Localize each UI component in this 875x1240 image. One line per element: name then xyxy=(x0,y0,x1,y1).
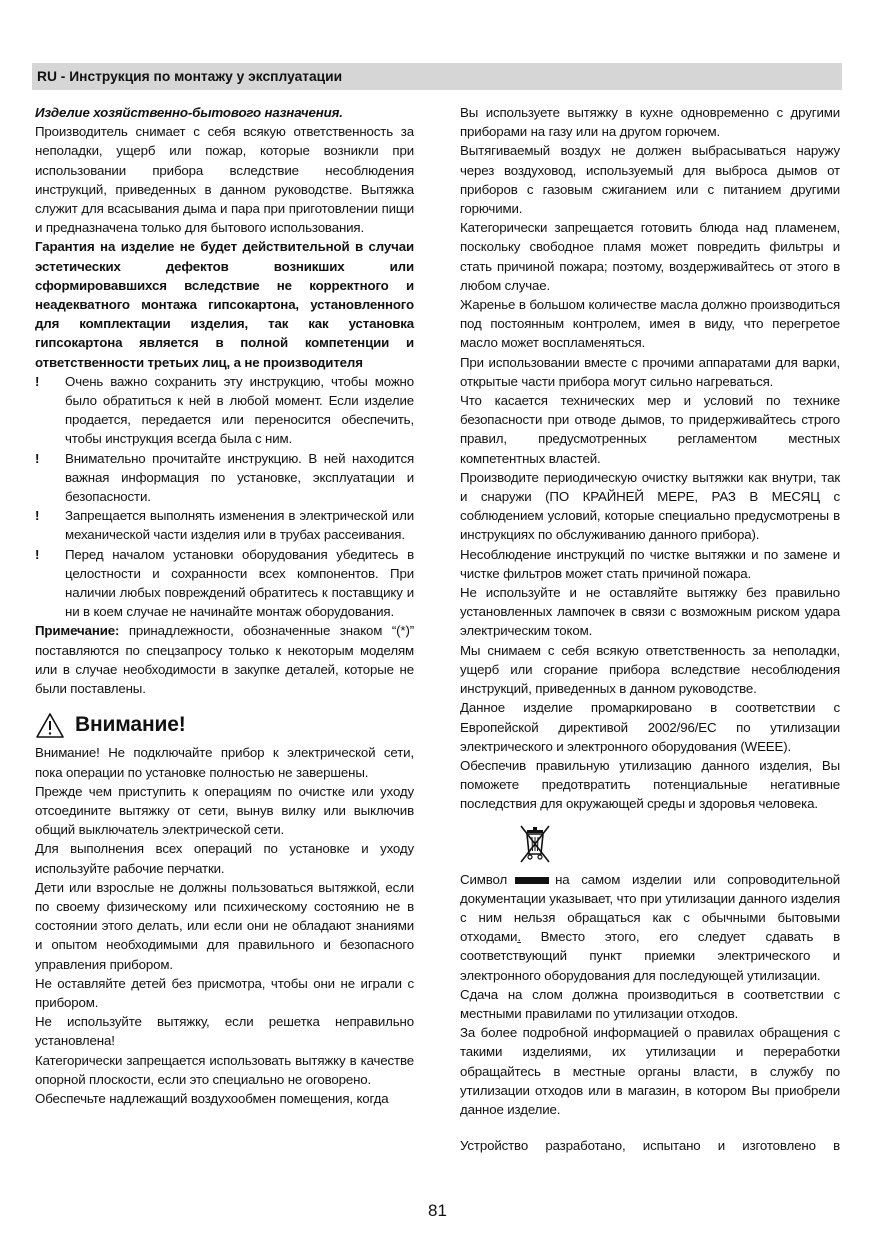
list-item-text: Очень важно сохранить эту инструкцию, чтобы можно было обратиться к ней в любой момент. Если изделие продается, передается или переносится обеспечить, чтобы инструкция всегда была с ним. xyxy=(65,373,414,447)
symbol-dot: . xyxy=(517,929,521,945)
right-paragraph: При использовании вместе с прочими аппаратами для варки, открытые части прибора могут сильно нагреваться. xyxy=(460,354,840,389)
crossed-bin-icon xyxy=(515,822,555,866)
section-title: RU - Инструкция по монтажу у эксплуатации xyxy=(37,69,343,84)
right-paragraph: Данное изделие промаркировано в соответствии с Европейской директивой 2002/96/EC по утилизации электрического и электронного оборудования (WEEE). xyxy=(460,700,840,754)
list-item-text: Запрещается выполнять изменения в электрической или механической части изделия или в трубах рассеивания. xyxy=(65,508,414,543)
list-item-text: Перед началом установки оборудования убедитесь в целостности и сохранности всех компонентов. При наличии любых повреждений обратитесь к поставщику и ни в коем случае не начинайте монтаж оборудования. xyxy=(65,546,414,620)
symbol-text: на самом изделии или сопроводительной документации указывает, что при утилизации данного изделия с ним нельзя обращаться как с обычными бытовыми отходами xyxy=(460,871,840,945)
page-number: 81 xyxy=(428,1201,447,1220)
list-item xyxy=(35,372,414,449)
spacer xyxy=(460,1119,840,1136)
warning-heading xyxy=(35,710,414,740)
symbol-paragraph xyxy=(460,870,840,985)
warning-paragraph: Прежде чем приступить к операциям по очистке или уходу отсоедините вытяжку от сети, вынув вилку или выключив общий выключатель электрической сети. xyxy=(35,783,414,838)
symbol-word: Символ xyxy=(460,871,508,887)
exclamation-mark: ! xyxy=(35,546,40,562)
final-line: Устройство разработано, испытано и изготовлено в xyxy=(460,1138,840,1154)
warranty-text: Гарантия на изделие не будет действительной в случаи эстетических дефектов возникших или сформировавшихся вследствие не корректного и неадекватного монтажа гипсокартона, установленного для комплектации изделия, так как установка гипсокартона является в полной компетенции и ответственности третьих лиц, а не производителя xyxy=(35,239,414,370)
left-column xyxy=(35,103,414,1108)
right-paragraph: Обеспечив правильную утилизацию данного изделия, Вы поможете предотвратить потенциальные негативные последствия для окружающей среды и здоровья человека. xyxy=(460,757,840,812)
warning-paragraph: Внимание! Не подключайте прибор к электрической сети, пока операции по установке полностью не завершены. xyxy=(35,745,414,780)
warning-paragraph: Обеспечьте надлежащий воздухообмен помещения, когда xyxy=(35,1090,389,1106)
list-item xyxy=(35,506,414,544)
important-list xyxy=(35,372,414,622)
list-item xyxy=(35,545,414,622)
right-paragraph: Несоблюдение инструкций по чистке вытяжки и по замене и чистке фильтров может стать причиной пожара. xyxy=(460,546,840,581)
warning-paragraph: Для выполнения всех операций по установке и уходу используйте рабочие перчатки. xyxy=(35,841,414,876)
intro-title: Изделие хозяйственно-бытового назначения. xyxy=(35,105,343,120)
warning-triangle-icon xyxy=(35,712,65,739)
exclamation-mark: ! xyxy=(35,373,40,389)
exclamation-mark: ! xyxy=(35,450,40,466)
warning-paragraph: Дети или взрослые не должны пользоваться вытяжкой, если по своему физическому или психическому состоянию не в состоянии этого делать, или если они не обладают знаниями и опытом необходимыми для правильного и безопасного управления прибором. xyxy=(35,879,414,972)
black-bar-symbol-icon xyxy=(515,877,549,884)
right-paragraph: Мы снимаем с себя всякую ответственность за неполадки, ущерб или сгорание прибора вследствие несоблюдения инструкций, приведенных в данном руководстве. xyxy=(460,642,840,697)
right-column xyxy=(460,103,840,1155)
note-label: Примечание: xyxy=(35,623,120,639)
right-paragraph: Жаренье в большом количестве масла должно производиться под постоянным контролем, имея в виду, что перегретое масло может воспламеняться. xyxy=(460,297,840,351)
right-paragraph: Производите периодическую очистку вытяжки как внутри, так и снаружи (ПО КРАЙНЕЙ МЕРЕ, РАЗ В МЕСЯЦ с соблюдением условий, которые специально предусмотрены в инструкциях по обслуживанию данного прибора). xyxy=(460,469,840,543)
right-paragraph: Вы используете вытяжку в кухне одновременно с другими приборами на газу или на другом горючем. xyxy=(460,105,840,140)
right-paragraph: Что касается технических мер и условий по технике безопасности при отводе дымов, то придерживайтесь строго правил, предусмотренных регламентом местных компетентных властей. xyxy=(460,393,840,466)
weee-symbol-row xyxy=(460,822,840,870)
warning-paragraph: Не оставляйте детей без присмотра, чтобы они не играли с прибором. xyxy=(35,975,414,1010)
section-header xyxy=(32,63,842,90)
exclamation-mark: ! xyxy=(35,508,40,524)
list-item-text: Внимательно прочитайте инструкцию. В ней находится важная информация по установке, эксплуатации и безопасности. xyxy=(65,450,414,505)
right-paragraph: Категорически запрещается готовить блюда над пламенем, поскольку свободное пламя может повредить фильтры и стать причиной пожара; поэтому, воздерживайтесь от этого в любом случае. xyxy=(460,220,840,293)
right-paragraph: Сдача на слом должна производиться в соответствии с местными правилами по утилизации отходов. xyxy=(460,986,840,1021)
warning-title: Внимание! xyxy=(75,713,186,737)
warning-paragraph: Не используйте вытяжку, если решетка неправильно установлена! xyxy=(35,1014,414,1049)
symbol-rest: Вместо этого, его следует сдавать в соответствующий пункт приемки электрического и электронного оборудования для последующей утилизации. xyxy=(460,929,840,983)
intro-text: Производитель снимает с себя всякую ответственность за неполадки, ущерб или пожар, которые возникли при использовании прибора вследствие несоблюдения инструкций, приведенных в данном руководстве. Вытяжка служит для всасывания дыма и пара при приготовлении пищи и предназначена только для бытового использования. xyxy=(35,124,414,236)
note-paragraph xyxy=(35,621,414,698)
list-item xyxy=(35,449,414,507)
warning-paragraph: Категорически запрещается использовать вытяжку в качестве опорной плоскости, если это специально не оговорено. xyxy=(35,1052,414,1087)
right-paragraph: За более подробной информацией о правилах обращения с такими изделиями, их утилизации и переработки обращайтесь в местные органы власти, в службу по утилизации отходов или в магазин, в котором Вы приобрели данное изделие. xyxy=(460,1025,840,1117)
note-text: принадлежности, обозначенные знаком “(*)” поставляются по спецзапросу только к некоторым моделям или в случае необходимости в закупке деталей, которые не были поставлены. xyxy=(35,623,414,697)
right-paragraph: Вытягиваемый воздух не должен выбрасываться наружу через воздуховод, используемый для выброса дымов от приборов с газовым сжиганием или с питанием другими горючими. xyxy=(460,143,840,217)
right-paragraph: Не используйте и не оставляйте вытяжку без правильно установленных лампочек в связи с возможным риском удара электрическим током. xyxy=(460,585,840,639)
